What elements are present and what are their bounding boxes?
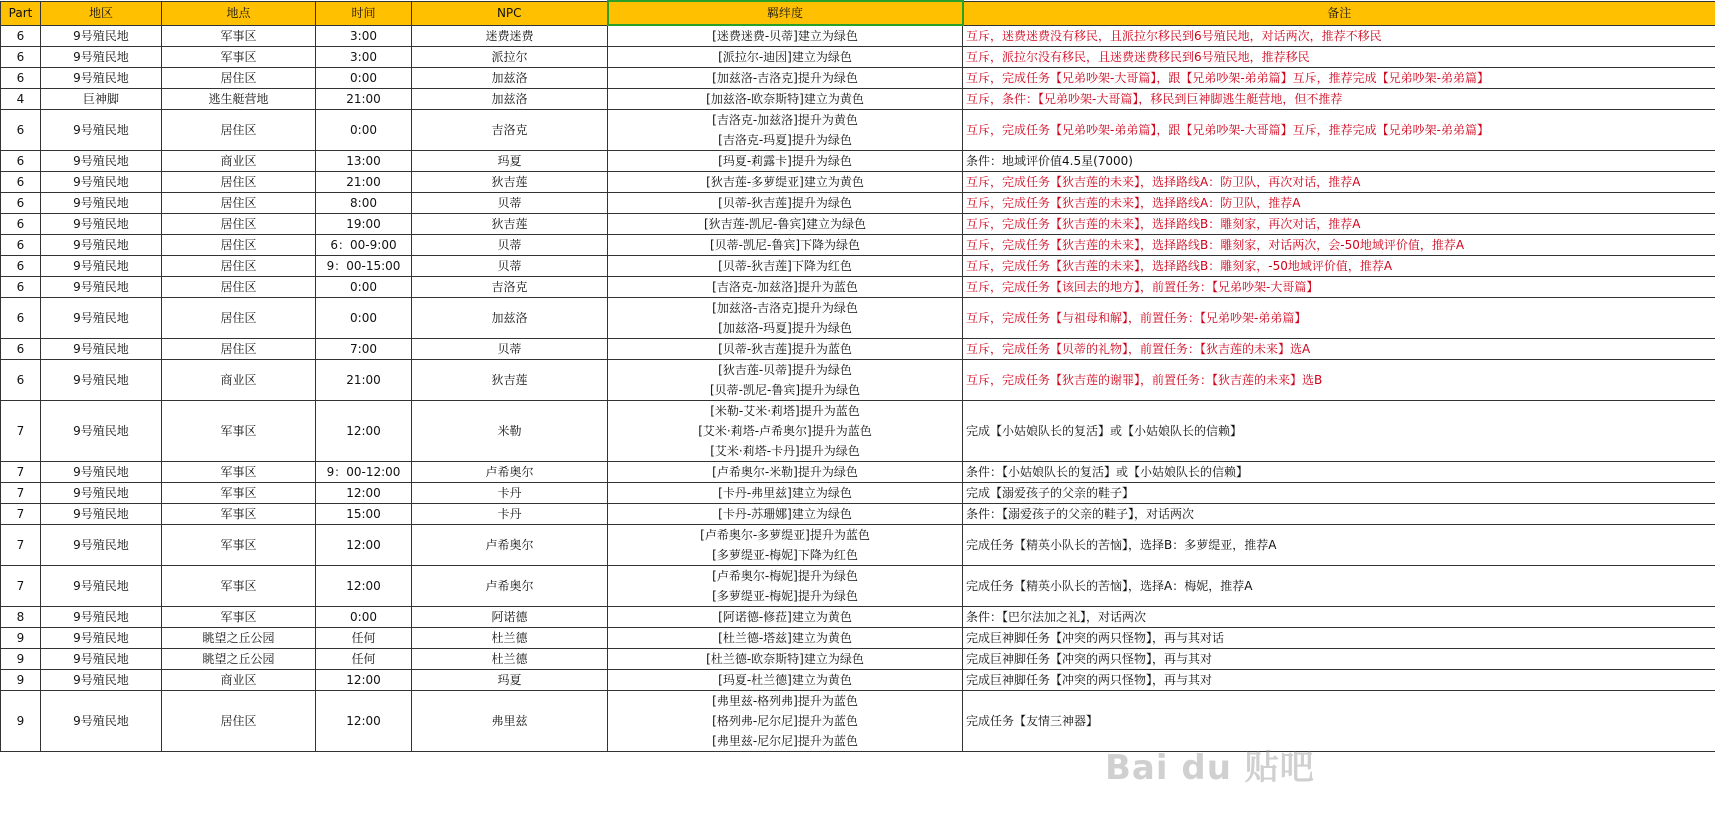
bond-line: [加兹洛-吉洛克]提升为绿色 [712, 71, 858, 85]
cell-place[interactable]: 眺望之丘公园 [162, 628, 316, 649]
cell-time[interactable]: 12:00 [316, 401, 412, 462]
cell-time[interactable]: 8:00 [316, 193, 412, 214]
cell-place[interactable]: 商业区 [162, 151, 316, 172]
cell-part[interactable]: 6 [1, 25, 41, 47]
cell-place[interactable]: 居住区 [162, 110, 316, 151]
bond-line: [贝蒂-狄吉莲]提升为绿色 [718, 196, 852, 210]
cell-place[interactable]: 居住区 [162, 235, 316, 256]
cell-bond[interactable] [608, 110, 963, 151]
watermark-stripe [1190, 712, 1710, 717]
cell-npc[interactable]: 贝蒂 [412, 193, 608, 214]
cell-bond[interactable] [608, 151, 963, 172]
bond-line: [派拉尔-迪因]建立为绿色 [718, 50, 852, 64]
cell-note[interactable]: 完成任务【精英小队长的苦恼】，选择A：梅妮，推荐A [963, 566, 1715, 607]
cell-npc[interactable]: 加兹洛 [412, 89, 608, 110]
cell-note[interactable]: 条件：【溺爱孩子的父亲的鞋子】，对话两次 [963, 504, 1715, 525]
cell-time[interactable]: 12:00 [316, 566, 412, 607]
bond-line: [狄吉莲-凯尼-鲁宾]建立为绿色 [703, 217, 867, 231]
cell-npc[interactable]: 杜兰德 [412, 628, 608, 649]
table-row [1, 504, 1715, 525]
cell-note[interactable]: 互斥，完成任务【贝蒂的礼物】，前置任务：【狄吉莲的未来】选A [963, 339, 1715, 360]
cell-region[interactable]: 9号殖民地 [41, 277, 162, 298]
table-row [1, 462, 1715, 483]
table-row [1, 172, 1715, 193]
cell-note[interactable]: 条件：【巴尔法加之礼】，对话两次 [963, 607, 1715, 628]
cell-bond[interactable] [608, 566, 963, 607]
bond-line: [杜兰德-欧奈斯特]建立为绿色 [706, 652, 864, 666]
cell-part[interactable]: 6 [1, 339, 41, 360]
cell-note[interactable]: 互斥，完成任务【该回去的地方】，前置任务：【兄弟吵架-大哥篇】 [963, 277, 1715, 298]
cell-place[interactable]: 军事区 [162, 401, 316, 462]
cell-region[interactable]: 9号殖民地 [41, 47, 162, 68]
bond-line: [艾米·莉塔-卢希奥尔]提升为蓝色 [698, 424, 872, 438]
cell-note[interactable]: 互斥，迷费迷费没有移民，且派拉尔移民到6号殖民地，对话两次，推荐不移民 [963, 25, 1715, 47]
cell-place[interactable]: 军事区 [162, 462, 316, 483]
table-row [1, 525, 1715, 566]
cell-time[interactable]: 6：00-9:00 [316, 235, 412, 256]
cell-part[interactable]: 7 [1, 401, 41, 462]
cell-time[interactable]: 0:00 [316, 68, 412, 89]
bond-line: [艾米·莉塔-卡丹]提升为绿色 [710, 444, 860, 458]
cell-part[interactable]: 7 [1, 462, 41, 483]
cell-region[interactable]: 9号殖民地 [41, 525, 162, 566]
cell-note[interactable]: 完成【小姑娘队长的复活】或【小姑娘队长的信赖】 [963, 401, 1715, 462]
cell-bond[interactable] [608, 172, 963, 193]
cell-part[interactable]: 9 [1, 691, 41, 752]
cell-place[interactable]: 居住区 [162, 298, 316, 339]
bond-line: [贝蒂-凯尼-鲁宾]提升为绿色 [709, 383, 861, 397]
cell-part[interactable]: 6 [1, 256, 41, 277]
cell-time[interactable]: 21:00 [316, 360, 412, 401]
bond-line: [贝蒂-狄吉莲]提升为蓝色 [718, 342, 852, 356]
cell-bond[interactable] [608, 298, 963, 339]
cell-time[interactable]: 7:00 [316, 339, 412, 360]
cell-note[interactable]: 完成任务【精英小队长的苦恼】，选择B：多萝缇亚，推荐A [963, 525, 1715, 566]
cell-time[interactable]: 9：00-15:00 [316, 256, 412, 277]
cell-note[interactable]: 完成任务【友情三神器】 [963, 691, 1715, 752]
table-row [1, 628, 1715, 649]
cell-place[interactable]: 居住区 [162, 68, 316, 89]
bond-line: [米勒-艾米·莉塔]提升为蓝色 [710, 404, 860, 418]
cell-time[interactable]: 9：00-12:00 [316, 462, 412, 483]
cell-note[interactable]: 互斥，完成任务【狄吉莲的谢罪】，前置任务：【狄吉莲的未来】选B [963, 360, 1715, 401]
table-row [1, 339, 1715, 360]
cell-npc[interactable]: 吉洛克 [412, 277, 608, 298]
table-row [1, 401, 1715, 462]
cell-time[interactable]: 21:00 [316, 89, 412, 110]
cell-npc[interactable]: 加兹洛 [412, 298, 608, 339]
cell-region[interactable]: 9号殖民地 [41, 566, 162, 607]
table-row [1, 566, 1715, 607]
cell-bond[interactable] [608, 214, 963, 235]
cell-note[interactable]: 互斥，完成任务【狄吉莲的未来】，选择路线B：雕刻家，再次对话，推荐A [963, 214, 1715, 235]
cell-part[interactable]: 7 [1, 566, 41, 607]
cell-bond[interactable] [608, 360, 963, 401]
cell-bond[interactable] [608, 256, 963, 277]
cell-npc[interactable]: 阿诺德 [412, 607, 608, 628]
bond-line: [吉洛克-加兹洛]提升为蓝色 [712, 280, 858, 294]
table-row [1, 360, 1715, 401]
table-row [1, 607, 1715, 628]
cell-place[interactable]: 逃生艇营地 [162, 89, 316, 110]
cell-npc[interactable]: 卢希奥尔 [412, 462, 608, 483]
cell-npc[interactable]: 狄吉莲 [412, 360, 608, 401]
cell-bond[interactable] [608, 47, 963, 68]
cell-npc[interactable]: 弗里兹 [412, 691, 608, 752]
cell-npc[interactable]: 吉洛克 [412, 110, 608, 151]
bond-line: [卢希奥尔-梅妮]提升为绿色 [712, 569, 858, 583]
cell-part[interactable]: 6 [1, 151, 41, 172]
bond-line: [格列弗-尼尔尼]提升为蓝色 [712, 714, 858, 728]
cell-part[interactable]: 7 [1, 483, 41, 504]
table-row [1, 691, 1715, 752]
cell-npc[interactable]: 杜兰德 [412, 649, 608, 670]
cell-npc[interactable]: 贝蒂 [412, 256, 608, 277]
cell-time[interactable]: 0:00 [316, 298, 412, 339]
bond-line: [弗里兹-格列弗]提升为蓝色 [712, 694, 858, 708]
cell-note[interactable]: 条件：地域评价值4.5星(7000) [963, 151, 1715, 172]
header-row [1, 1, 1715, 25]
cell-part[interactable]: 6 [1, 235, 41, 256]
cell-time[interactable]: 3:00 [316, 25, 412, 47]
bond-line: [玛夏-莉露卡]提升为绿色 [718, 154, 852, 168]
cell-time[interactable]: 0:00 [316, 277, 412, 298]
cell-bond[interactable] [608, 607, 963, 628]
header-time[interactable]: 时间 [316, 1, 412, 25]
cell-time[interactable]: 3:00 [316, 47, 412, 68]
cell-place[interactable]: 居住区 [162, 691, 316, 752]
cell-bond[interactable] [608, 504, 963, 525]
cell-place[interactable]: 居住区 [162, 214, 316, 235]
cell-region[interactable]: 9号殖民地 [41, 172, 162, 193]
cell-region[interactable]: 9号殖民地 [41, 462, 162, 483]
cell-npc[interactable]: 派拉尔 [412, 47, 608, 68]
cell-place[interactable]: 商业区 [162, 360, 316, 401]
cell-bond[interactable] [608, 401, 963, 462]
cell-bond[interactable] [608, 193, 963, 214]
cell-region[interactable]: 巨神脚 [41, 89, 162, 110]
cell-place[interactable]: 居住区 [162, 172, 316, 193]
table-row [1, 670, 1715, 691]
bond-line: [加兹洛-玛夏]提升为绿色 [718, 321, 852, 335]
cell-note[interactable]: 完成巨神脚任务【冲突的两只怪物】，再与其对话 [963, 628, 1715, 649]
cell-part[interactable]: 9 [1, 628, 41, 649]
cell-part[interactable]: 9 [1, 670, 41, 691]
table-row [1, 298, 1715, 339]
cell-time[interactable]: 12:00 [316, 525, 412, 566]
cell-bond[interactable] [608, 628, 963, 649]
cell-npc[interactable]: 卡丹 [412, 504, 608, 525]
header-part[interactable]: Part [1, 1, 41, 25]
cell-place[interactable]: 军事区 [162, 47, 316, 68]
cell-part[interactable]: 6 [1, 68, 41, 89]
cell-part[interactable]: 6 [1, 193, 41, 214]
cell-bond[interactable] [608, 670, 963, 691]
bond-line: [玛夏-杜兰德]建立为黄色 [718, 673, 852, 687]
cell-bond[interactable] [608, 235, 963, 256]
cell-region[interactable]: 9号殖民地 [41, 110, 162, 151]
bond-line: [吉洛克-加兹洛]提升为黄色 [712, 113, 858, 127]
bond-line: [卢希奥尔-米勒]提升为绿色 [712, 465, 858, 479]
cell-region[interactable]: 9号殖民地 [41, 401, 162, 462]
cell-region[interactable]: 9号殖民地 [41, 151, 162, 172]
cell-place[interactable]: 商业区 [162, 670, 316, 691]
cell-place[interactable]: 眺望之丘公园 [162, 649, 316, 670]
cell-time[interactable]: 15:00 [316, 504, 412, 525]
bond-line: [贝蒂-狄吉莲]下降为红色 [718, 259, 852, 273]
cell-part[interactable]: 6 [1, 277, 41, 298]
cell-bond[interactable] [608, 691, 963, 752]
bond-line: [卡丹-弗里兹]建立为绿色 [718, 486, 852, 500]
bond-line: [加兹洛-吉洛克]提升为绿色 [712, 301, 858, 315]
cell-time[interactable]: 0:00 [316, 607, 412, 628]
cell-npc[interactable]: 玛夏 [412, 670, 608, 691]
watermark: Bai du 贴吧 [1105, 748, 1315, 788]
cell-time[interactable]: 0:00 [316, 110, 412, 151]
cell-bond[interactable] [608, 68, 963, 89]
bond-line: [卡丹-苏珊娜]建立为绿色 [718, 507, 852, 521]
cell-bond[interactable] [608, 339, 963, 360]
header-bond[interactable]: 羁绊度 [608, 1, 963, 25]
cell-region[interactable]: 9号殖民地 [41, 360, 162, 401]
cell-part[interactable]: 6 [1, 172, 41, 193]
bond-line: [多萝缇亚-梅妮]下降为红色 [712, 548, 858, 562]
cell-npc[interactable]: 贝蒂 [412, 235, 608, 256]
cell-place[interactable]: 军事区 [162, 566, 316, 607]
cell-npc[interactable]: 迷费迷费 [412, 25, 608, 47]
cell-region[interactable]: 9号殖民地 [41, 691, 162, 752]
cell-time[interactable]: 任何 [316, 628, 412, 649]
cell-region[interactable]: 9号殖民地 [41, 649, 162, 670]
cell-region[interactable]: 9号殖民地 [41, 607, 162, 628]
cell-region[interactable]: 9号殖民地 [41, 214, 162, 235]
cell-note[interactable]: 完成【溺爱孩子的父亲的鞋子】 [963, 483, 1715, 504]
cell-region[interactable]: 9号殖民地 [41, 235, 162, 256]
header-region[interactable]: 地区 [41, 1, 162, 25]
cell-npc[interactable]: 加兹洛 [412, 68, 608, 89]
table-row [1, 277, 1715, 298]
bond-line: [阿诺德-修菈]建立为黄色 [718, 610, 852, 624]
cell-region[interactable]: 9号殖民地 [41, 670, 162, 691]
cell-region[interactable]: 9号殖民地 [41, 298, 162, 339]
bond-line: [弗里兹-尼尔尼]提升为蓝色 [712, 734, 858, 748]
table-row [1, 649, 1715, 670]
cell-place[interactable]: 军事区 [162, 483, 316, 504]
cell-npc[interactable]: 狄吉莲 [412, 172, 608, 193]
cell-region[interactable]: 9号殖民地 [41, 25, 162, 47]
table-row [1, 68, 1715, 89]
cell-part[interactable]: 8 [1, 607, 41, 628]
cell-note[interactable]: 互斥，完成任务【狄吉莲的未来】，选择路线A：防卫队，再次对话，推荐A [963, 172, 1715, 193]
cell-note[interactable]: 互斥，完成任务【狄吉莲的未来】，选择路线B：雕刻家，对话两次，会-50地域评价值，推荐A [963, 235, 1715, 256]
cell-time[interactable]: 任何 [316, 649, 412, 670]
cell-part[interactable]: 6 [1, 47, 41, 68]
cell-place[interactable]: 居住区 [162, 193, 316, 214]
cell-bond[interactable] [608, 525, 963, 566]
cell-time[interactable]: 12:00 [316, 670, 412, 691]
cell-region[interactable]: 9号殖民地 [41, 256, 162, 277]
table-row [1, 214, 1715, 235]
cell-bond[interactable] [608, 89, 963, 110]
cell-part[interactable]: 7 [1, 504, 41, 525]
table-row [1, 47, 1715, 68]
bond-line: [卢希奥尔-多萝缇亚]提升为蓝色 [700, 528, 870, 542]
table-row [1, 193, 1715, 214]
cell-place[interactable]: 军事区 [162, 525, 316, 566]
cell-note[interactable]: 完成巨神脚任务【冲突的两只怪物】，再与其对 [963, 670, 1715, 691]
table-row [1, 256, 1715, 277]
cell-note[interactable]: 互斥，条件：【兄弟吵架-大哥篇】，移民到巨神脚逃生艇营地，但不推荐 [963, 89, 1715, 110]
cell-note[interactable]: 条件：【小姑娘队长的复活】或【小姑娘队长的信赖】 [963, 462, 1715, 483]
header-npc[interactable]: NPC [412, 1, 608, 25]
bond-line: [加兹洛-欧奈斯特]建立为黄色 [706, 92, 864, 106]
cell-npc[interactable]: 贝蒂 [412, 339, 608, 360]
bond-line: [迷费迷费-贝蒂]建立为绿色 [712, 29, 858, 43]
header-note[interactable]: 备注 [963, 1, 1715, 25]
cell-part[interactable]: 6 [1, 214, 41, 235]
cell-time[interactable]: 13:00 [316, 151, 412, 172]
cell-place[interactable]: 居住区 [162, 256, 316, 277]
bond-line: [狄吉莲-贝蒂]提升为绿色 [718, 363, 852, 377]
cell-note[interactable]: 完成巨神脚任务【冲突的两只怪物】，再与其对 [963, 649, 1715, 670]
cell-part[interactable]: 6 [1, 298, 41, 339]
table-row [1, 235, 1715, 256]
cell-part[interactable]: 7 [1, 525, 41, 566]
cell-npc[interactable]: 狄吉莲 [412, 214, 608, 235]
table-row [1, 483, 1715, 504]
cell-place[interactable]: 军事区 [162, 607, 316, 628]
cell-bond[interactable] [608, 462, 963, 483]
cell-region[interactable]: 9号殖民地 [41, 68, 162, 89]
bond-line: [狄吉莲-多萝缇亚]建立为黄色 [706, 175, 864, 189]
cell-note[interactable]: 互斥，完成任务【狄吉莲的未来】，选择路线B：雕刻家，-50地域评价值，推荐A [963, 256, 1715, 277]
table-body [1, 25, 1715, 752]
cell-time[interactable]: 12:00 [316, 483, 412, 504]
cell-part[interactable]: 6 [1, 360, 41, 401]
cell-place[interactable]: 军事区 [162, 504, 316, 525]
cell-bond[interactable] [608, 277, 963, 298]
table-row [1, 151, 1715, 172]
table-row [1, 89, 1715, 110]
cell-npc[interactable]: 卡丹 [412, 483, 608, 504]
cell-npc[interactable]: 卢希奥尔 [412, 566, 608, 607]
cell-bond[interactable] [608, 25, 963, 47]
cell-note[interactable]: 互斥，完成任务【与祖母和解】，前置任务：【兄弟吵架-弟弟篇】 [963, 298, 1715, 339]
cell-part[interactable]: 9 [1, 649, 41, 670]
cell-region[interactable]: 9号殖民地 [41, 504, 162, 525]
cell-npc[interactable]: 米勒 [412, 401, 608, 462]
cell-note[interactable]: 互斥，派拉尔没有移民，且迷费迷费移民到6号殖民地，推荐移民 [963, 47, 1715, 68]
cell-note[interactable]: 互斥，完成任务【兄弟吵架-弟弟篇】，跟【兄弟吵架-大哥篇】互斥，推荐完成【兄弟吵架-弟弟篇】 [963, 110, 1715, 151]
cell-time[interactable]: 12:00 [316, 691, 412, 752]
cell-npc[interactable]: 卢希奥尔 [412, 525, 608, 566]
bond-line: [杜兰德-塔兹]建立为黄色 [718, 631, 852, 645]
bond-line: [多萝缇亚-梅妮]提升为绿色 [712, 589, 858, 603]
cell-note[interactable]: 互斥，完成任务【狄吉莲的未来】，选择路线A：防卫队，推荐A [963, 193, 1715, 214]
cell-region[interactable]: 9号殖民地 [41, 483, 162, 504]
bond-line: [吉洛克-玛夏]提升为绿色 [718, 133, 852, 147]
cell-time[interactable]: 21:00 [316, 172, 412, 193]
cell-place[interactable]: 居住区 [162, 339, 316, 360]
cell-time[interactable]: 19:00 [316, 214, 412, 235]
table-row [1, 110, 1715, 151]
cell-region[interactable]: 9号殖民地 [41, 339, 162, 360]
bond-line: [贝蒂-凯尼-鲁宾]下降为绿色 [709, 238, 861, 252]
cell-region[interactable]: 9号殖民地 [41, 628, 162, 649]
cell-region[interactable]: 9号殖民地 [41, 193, 162, 214]
cell-part[interactable]: 6 [1, 110, 41, 151]
table-row [1, 25, 1715, 47]
cell-note[interactable]: 互斥，完成任务【兄弟吵架-大哥篇】，跟【兄弟吵架-弟弟篇】互斥，推荐完成【兄弟吵架-弟弟篇】 [963, 68, 1715, 89]
cell-place[interactable]: 军事区 [162, 25, 316, 47]
cell-bond[interactable] [608, 649, 963, 670]
cell-bond[interactable] [608, 483, 963, 504]
cell-npc[interactable]: 玛夏 [412, 151, 608, 172]
cell-place[interactable]: 居住区 [162, 277, 316, 298]
cell-part[interactable]: 4 [1, 89, 41, 110]
header-place[interactable]: 地点 [162, 1, 316, 25]
